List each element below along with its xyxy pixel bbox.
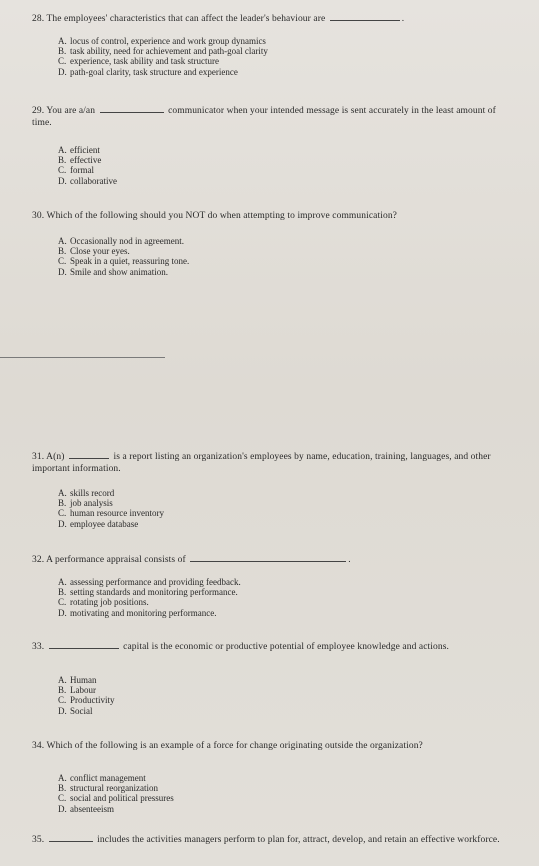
option-c: C. experience, task ability and task structure: [58, 56, 219, 67]
option-d: D. absenteeism: [58, 803, 114, 814]
option-b: B. job analysis: [58, 498, 113, 509]
option-d: D. motivating and monitoring performance.: [58, 607, 217, 618]
option-a: A. assessing performance and providing feedback.: [58, 577, 241, 587]
question-number: 32.: [32, 555, 45, 565]
question-stem: [32, 210, 509, 222]
question-stem: [32, 740, 509, 752]
section-divider: [0, 357, 165, 358]
question-number: 30.: [32, 211, 45, 221]
option-c: C. Speak in a quiet, reassuring tone.: [58, 256, 190, 267]
options-list: [58, 145, 478, 186]
stem-text: A(n): [46, 452, 65, 462]
question-number: 35.: [32, 835, 45, 845]
answer-blank: [330, 12, 400, 21]
question-number: 33.: [32, 642, 45, 652]
stem-text: Which of the following is an example of a force for change originating outside the organization?: [46, 741, 423, 751]
question-stem: [32, 553, 509, 566]
question-number: 34.: [32, 741, 45, 751]
answer-blank: [100, 104, 164, 113]
option-c: C. human resource inventory: [58, 508, 164, 519]
option-c: C. rotating job positions.: [58, 597, 149, 608]
option-a: A. locus of control, experience and work group dynamics: [58, 36, 266, 46]
option-b: B. structural reorganization: [58, 783, 159, 794]
option-a: A. skills record: [58, 488, 115, 498]
stem-text: The employees' characteristics that can affect the leader's behaviour are: [46, 14, 326, 24]
option-c: C. social and political pressures: [58, 793, 174, 804]
stem-text-after: is a report listing an organization's employees by name, education, training, languages, and other important information.: [32, 452, 491, 474]
stem-text: You are a/an: [46, 106, 96, 116]
option-b: B. task ability, need for achievement and path-goal clarity: [58, 46, 268, 57]
option-a: A. Occasionally nod in agreement.: [58, 236, 184, 246]
question-number: 29.: [32, 106, 45, 116]
options-list: [58, 675, 478, 716]
stem-text-after: capital is the economic or productive potential of employee knowledge and actions.: [123, 642, 449, 652]
stem-text-after: .: [401, 14, 405, 24]
option-d: D. Smile and show animation.: [58, 266, 168, 277]
question-stem: [32, 450, 509, 475]
stem-text: A performance appraisal consists of: [46, 555, 186, 565]
option-d: D. Social: [58, 705, 93, 716]
option-b: B. Labour: [58, 685, 96, 696]
option-d: D. employee database: [58, 518, 139, 529]
option-a: A. Human: [58, 675, 97, 685]
stem-text-after: .: [348, 555, 351, 565]
question-number: 31.: [32, 452, 45, 462]
option-b: B. setting standards and monitoring performance.: [58, 587, 238, 598]
option-d: D. collaborative: [58, 175, 117, 186]
option-a: A. efficient: [58, 145, 100, 155]
question-stem: [32, 833, 509, 846]
stem-text: Which of the following should you NOT do when attempting to improve communication?: [46, 211, 397, 221]
options-list: [58, 577, 478, 618]
stem-text-after: includes the activities managers perform to plan for, attract, develop, and retain an effective workforce.: [97, 835, 500, 845]
options-list: [58, 488, 478, 529]
option-a: A. conflict management: [58, 773, 146, 783]
stem-text-after: communicator when your intended message is sent accurately in the least amount of time.: [32, 106, 496, 128]
answer-blank: [49, 640, 119, 649]
question-stem: [32, 104, 509, 129]
question-stem: [32, 640, 509, 653]
options-list: [58, 236, 478, 277]
option-d: D. path-goal clarity, task structure and experience: [58, 66, 238, 77]
options-list: [58, 773, 478, 814]
option-b: B. effective: [58, 155, 102, 166]
question-stem: [32, 12, 509, 25]
option-b: B. Close your eyes.: [58, 246, 130, 257]
option-c: C. formal: [58, 165, 94, 176]
options-list: [58, 36, 478, 77]
answer-blank: [69, 450, 109, 459]
answer-blank: [190, 553, 346, 562]
question-number: 28.: [32, 14, 45, 24]
answer-blank: [49, 833, 93, 842]
option-c: C. Productivity: [58, 695, 115, 706]
